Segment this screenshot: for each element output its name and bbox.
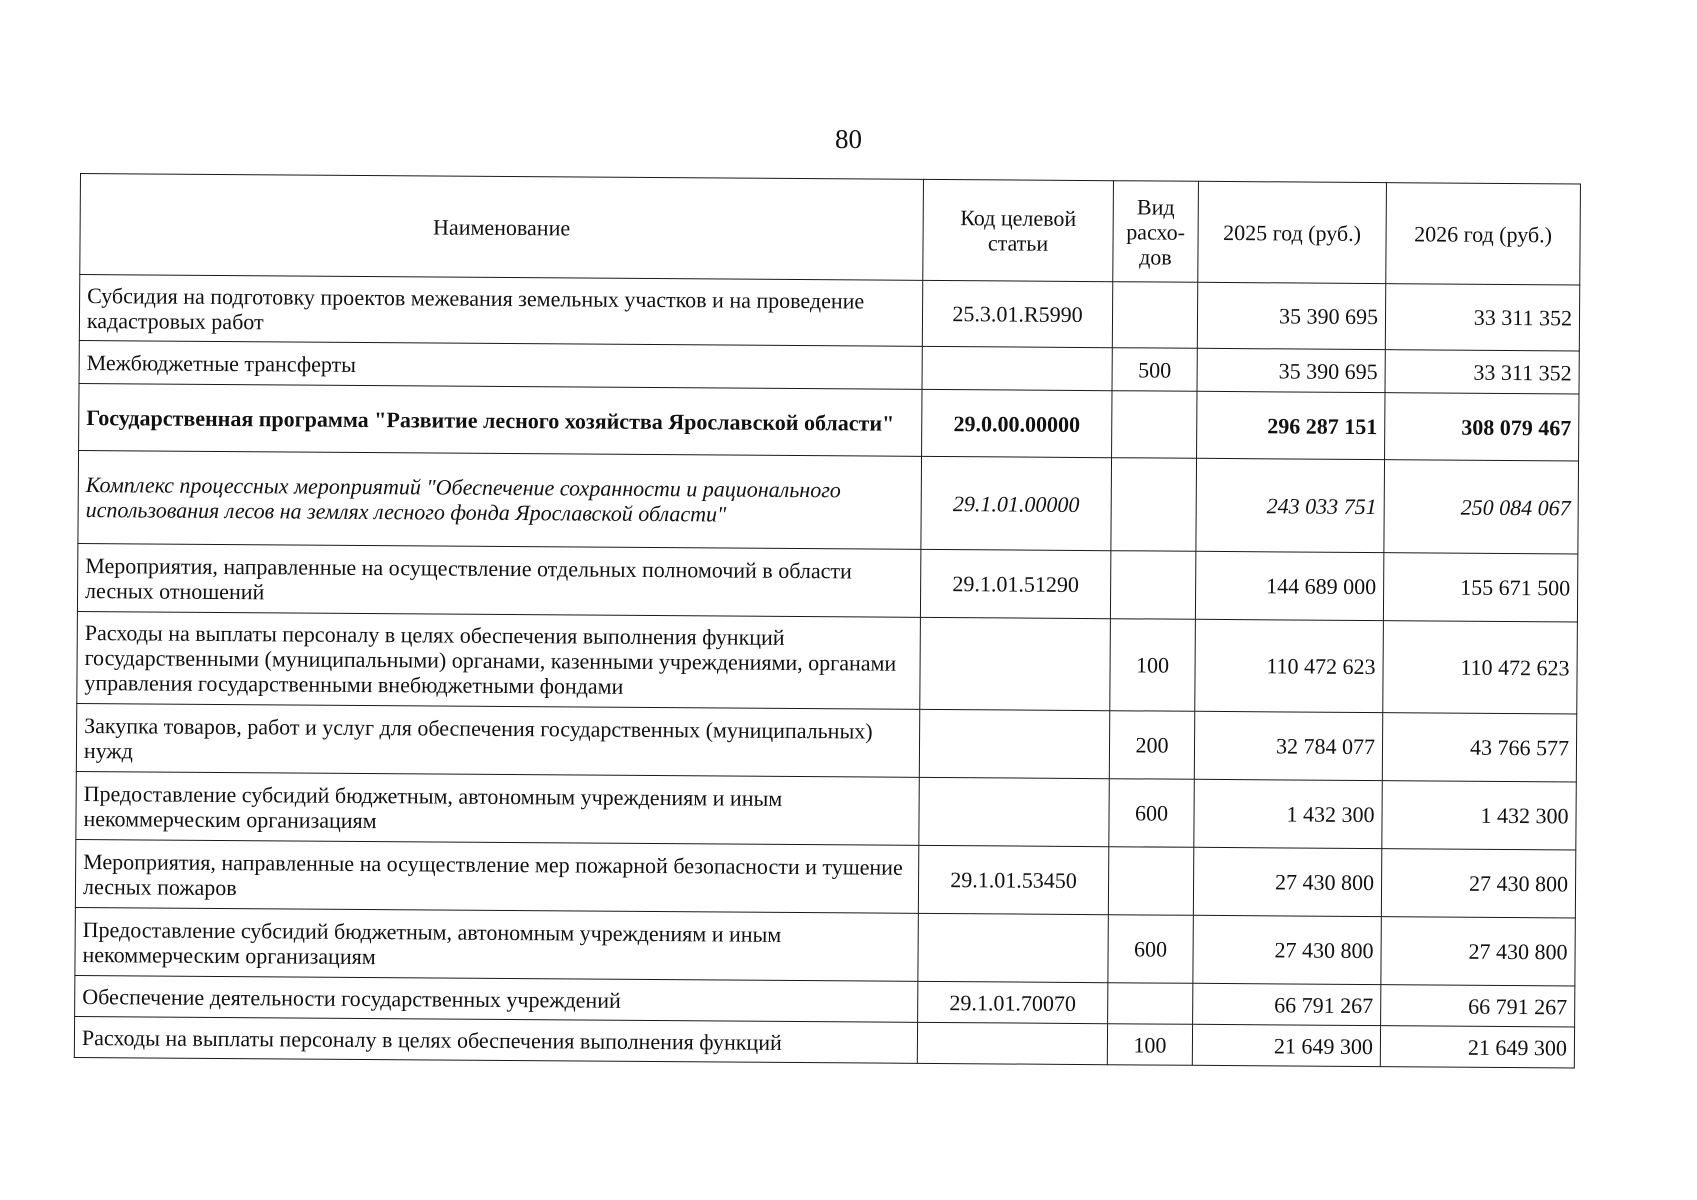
- row-kind: [1111, 458, 1197, 552]
- row-code: 29.0.00.00000: [922, 389, 1112, 457]
- header-year-2025: 2025 год (руб.): [1198, 181, 1387, 283]
- table-row: [75, 907, 1575, 985]
- row-kind: [1112, 391, 1197, 459]
- row-value-2026: 27 430 800: [1381, 917, 1575, 986]
- row-value-2025: 296 287 151: [1197, 391, 1385, 459]
- row-value-2025: 27 430 800: [1193, 847, 1381, 916]
- row-code: [917, 1022, 1107, 1064]
- row-value-2026: 33 311 352: [1385, 284, 1579, 351]
- row-kind: 100: [1110, 619, 1196, 712]
- row-value-2025: 21 649 300: [1192, 1024, 1380, 1066]
- row-value-2026: 1 432 300: [1382, 781, 1576, 850]
- row-kind: [1108, 983, 1193, 1025]
- table-row-complex: [78, 450, 1579, 553]
- row-value-2026: 250 084 067: [1384, 460, 1579, 554]
- page-number: 80: [835, 124, 862, 154]
- table-row-program: [79, 383, 1579, 460]
- row-code: [922, 346, 1112, 390]
- row-value-2026: 27 430 800: [1381, 849, 1575, 918]
- table-header-row: [80, 174, 1581, 285]
- row-value-2025: 27 430 800: [1193, 915, 1381, 984]
- header-year-2026: 2026 год (руб.): [1386, 183, 1581, 285]
- row-value-2026: 155 671 500: [1383, 553, 1577, 622]
- row-value-2025: 1 432 300: [1194, 779, 1382, 848]
- row-code: 29.1.01.53450: [918, 845, 1108, 914]
- row-value-2025: 144 689 000: [1195, 551, 1383, 620]
- row-value-2026: 33 311 352: [1385, 350, 1579, 394]
- header-kind: Вид расхо-дов: [1113, 181, 1199, 283]
- row-kind: 100: [1107, 1024, 1192, 1066]
- row-value-2026: 110 472 623: [1383, 621, 1578, 714]
- row-value-2025: 35 390 695: [1197, 348, 1385, 392]
- row-kind: [1110, 551, 1195, 620]
- table-row: [77, 543, 1577, 621]
- table-row: [77, 611, 1578, 713]
- row-value-2026: 43 766 577: [1382, 713, 1576, 782]
- row-value-2026: 308 079 467: [1385, 393, 1579, 461]
- row-kind: 500: [1112, 348, 1197, 392]
- budget-table: [74, 173, 1581, 1068]
- header-code: Код целевой статьи: [923, 179, 1114, 281]
- header-name: Наименование: [80, 174, 924, 281]
- row-name: Государственная программа "Развитие лесного хозяйства Ярославской области": [79, 383, 922, 456]
- row-kind: 600: [1109, 779, 1194, 848]
- row-value-2025: 32 784 077: [1194, 711, 1382, 780]
- row-kind: [1108, 847, 1193, 916]
- row-name: Межбюджетные трансферты: [79, 340, 922, 389]
- row-name: Обеспечение деятельности государственных учреждений: [75, 975, 918, 1022]
- row-name: Мероприятия, направленные на осуществление мер пожарной безопасности и тушение лесных пожаров: [75, 839, 918, 913]
- row-name: Закупка товаров, работ и услуг для обеспечения государственных (муниципальных) нужд: [76, 703, 919, 777]
- row-value-2025: 35 390 695: [1197, 282, 1385, 349]
- row-code: [919, 777, 1109, 846]
- budget-sheet: [74, 173, 1580, 1068]
- row-name: Комплекс процессных мероприятий "Обеспечение сохранности и рационального использования лесов на землях лесного фонда Ярославской области": [78, 450, 922, 549]
- row-name: Расходы на выплаты персоналу в целях обеспечения выполнения функций государственными (муниципальными) органами, казенными учреждениями, органами управления государственными внебюджетными фондами: [77, 611, 921, 709]
- table-row: [79, 275, 1579, 351]
- table-row: [75, 839, 1575, 917]
- row-kind: 200: [1109, 711, 1194, 780]
- row-kind: [1112, 282, 1197, 349]
- row-value-2026: 21 649 300: [1380, 1026, 1574, 1068]
- row-name: Мероприятия, направленные на осуществление отдельных полномочий в области лесных отношений: [77, 543, 920, 617]
- row-value-2025: 110 472 623: [1195, 619, 1384, 712]
- row-kind: 600: [1108, 915, 1193, 984]
- row-code: 29.1.01.51290: [920, 549, 1110, 618]
- row-name: Расходы на выплаты персоналу в целях обеспечения выполнения функций: [74, 1016, 917, 1063]
- row-code: 29.1.01.70070: [918, 981, 1108, 1023]
- row-name: Субсидия на подготовку проектов межевания земельных участков и на проведение кадастровых работ: [79, 275, 922, 347]
- row-value-2025: 243 033 751: [1196, 458, 1385, 552]
- row-value-2025: 66 791 267: [1193, 983, 1381, 1025]
- row-name: Предоставление субсидий бюджетным, автономным учреждениям и иным некоммерческим организациям: [76, 771, 919, 845]
- table-row: [76, 703, 1576, 781]
- row-code: 29.1.01.00000: [921, 456, 1112, 550]
- row-code: [918, 913, 1108, 982]
- row-code: 25.3.01.R5990: [922, 280, 1112, 347]
- row-value-2026: 66 791 267: [1381, 985, 1575, 1027]
- table-row: [76, 771, 1576, 849]
- row-code: [920, 617, 1111, 710]
- row-code: [919, 709, 1109, 778]
- row-name: Предоставление субсидий бюджетным, автономным учреждениям и иным некоммерческим организациям: [75, 907, 918, 981]
